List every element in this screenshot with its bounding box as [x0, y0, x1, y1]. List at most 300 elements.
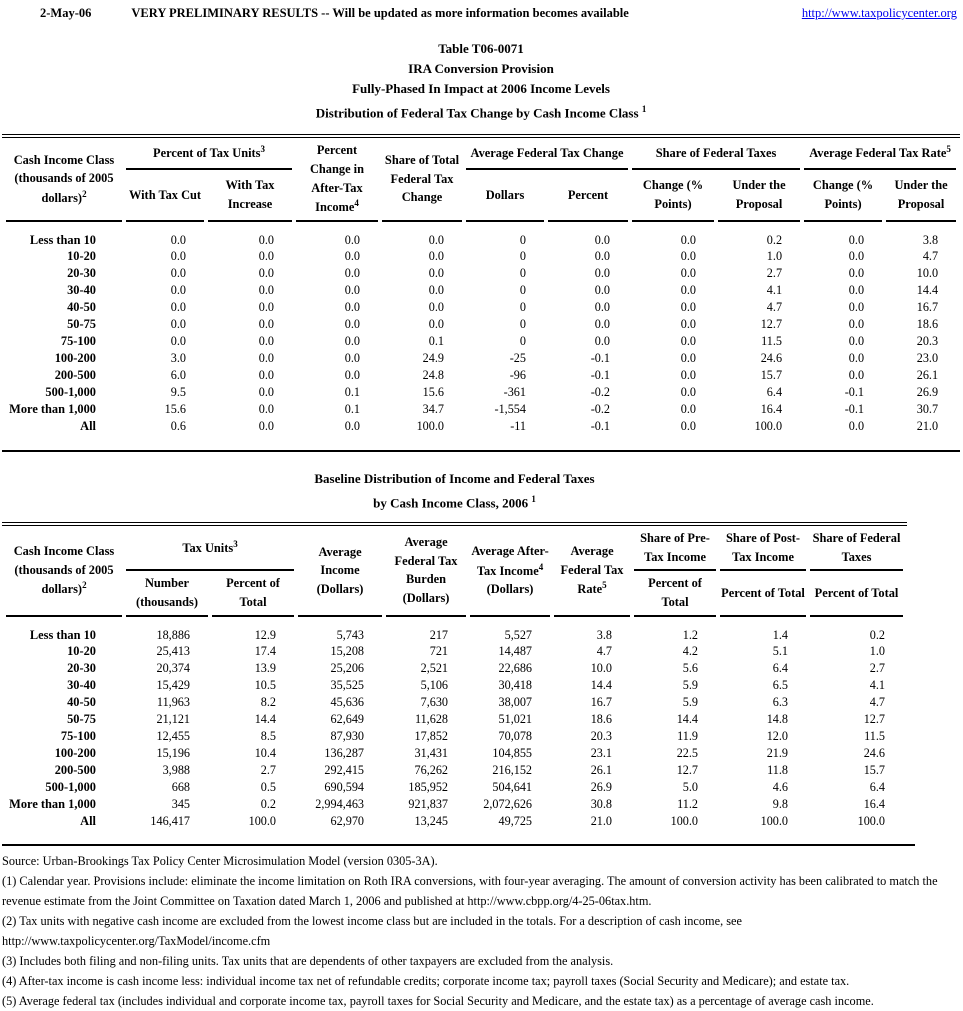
col-header-dollars: Dollars [466, 170, 544, 222]
data-cell: 5.9 [682, 677, 699, 692]
data-cell: 0.0 [344, 265, 360, 280]
row-label: 20-30 [67, 660, 96, 675]
data-cell: 26.9 [590, 779, 613, 794]
data-cell: 4.6 [772, 779, 789, 794]
data-cell: 0.0 [428, 299, 444, 314]
data-cell: 0.0 [258, 350, 274, 365]
table1-title [2, 39, 960, 123]
data-cell: 0.1 [344, 384, 360, 399]
table-row [6, 728, 903, 745]
data-cell: 136,287 [324, 745, 365, 760]
data-cell: 0.0 [170, 248, 186, 263]
row-label: 50-75 [67, 711, 96, 726]
baseline-table-body [6, 617, 903, 830]
data-cell: 0.2 [260, 796, 277, 811]
data-cell: 0.0 [344, 248, 360, 263]
table-row [6, 333, 956, 350]
data-cell: 0.0 [344, 299, 360, 314]
data-cell: 5.1 [772, 643, 789, 658]
col-header-percent-of-total: Percent of Total [634, 571, 716, 616]
table1-bottom-rule [2, 450, 960, 452]
data-cell: 6.4 [869, 779, 886, 794]
data-cell: 0.0 [848, 299, 865, 314]
row-label: All [80, 813, 96, 828]
data-cell: 0.0 [594, 333, 611, 348]
data-cell: 22.5 [676, 745, 699, 760]
data-cell: 0.0 [258, 232, 274, 247]
data-cell: 1.2 [682, 627, 699, 642]
data-cell: 0.0 [344, 316, 360, 331]
data-cell: 15,196 [156, 745, 190, 760]
data-cell: 0.0 [680, 384, 697, 399]
col-group-percent-tax-units: Percent of Tax Units$^3$ [126, 138, 292, 170]
row-label: 30-40 [67, 282, 96, 297]
data-cell: 16.4 [863, 796, 886, 811]
data-cell: 721 [429, 643, 449, 658]
row-label: More than 1,000 [9, 401, 96, 416]
col-header-income-class: Cash Income Class (thousands of 2005 dollars)$^2$ [6, 138, 122, 222]
data-cell: 0 [519, 316, 526, 331]
data-cell: 0.0 [848, 367, 865, 382]
data-cell: 0.0 [848, 316, 865, 331]
data-cell: 0 [519, 265, 526, 280]
data-cell: 14.4 [590, 677, 613, 692]
table-row [6, 643, 903, 660]
table-row [6, 248, 956, 265]
data-cell: 10.0 [916, 265, 939, 280]
col-group-share-post-tax-income: Share of Post-Tax Income [720, 526, 806, 571]
title-line: by Cash Income Class, 2006 $^1$ [373, 493, 536, 511]
data-cell: 18.6 [590, 711, 613, 726]
data-cell: 20.3 [590, 728, 613, 743]
data-cell: 7,630 [420, 694, 449, 709]
data-cell: 0.0 [428, 232, 444, 247]
taxpolicycenter-link[interactable]: http://www.taxpolicycenter.org [801, 6, 957, 20]
col-header-with-tax-cut: With Tax Cut [126, 170, 204, 222]
data-cell: 0.0 [680, 401, 697, 416]
data-cell: 4.1 [869, 677, 886, 692]
data-cell: 4.7 [596, 643, 613, 658]
row-label: 20-30 [67, 265, 96, 280]
table-row [6, 779, 903, 796]
data-cell: 0.0 [428, 248, 444, 263]
data-cell: 14.4 [676, 711, 699, 726]
data-cell: 2,521 [420, 660, 449, 675]
data-cell: 100.0 [754, 418, 783, 433]
data-cell: 4.7 [869, 694, 886, 709]
table-row [6, 316, 956, 333]
data-cell: 0.0 [170, 265, 186, 280]
data-cell: 0.0 [258, 282, 274, 297]
data-cell: 5.0 [682, 779, 699, 794]
row-label: 100-200 [54, 745, 96, 760]
table-row [6, 367, 956, 384]
data-cell: 0.0 [848, 248, 865, 263]
data-cell: 26.1 [590, 762, 613, 777]
data-cell: 0.0 [344, 418, 360, 433]
data-cell: 0.0 [680, 418, 697, 433]
title-line: Fully-Phased In Impact at 2006 Income Levels [352, 81, 610, 96]
data-cell: 18,886 [156, 627, 190, 642]
data-cell: 13.9 [254, 660, 277, 675]
data-cell: 216,152 [492, 762, 533, 777]
data-cell: 0.0 [680, 350, 697, 365]
data-cell: 6.4 [766, 384, 783, 399]
col-header-number-thousands: Number (thousands) [126, 571, 208, 616]
title-line: Distribution of Federal Tax Change by Cash Income Class $^1$ [315, 104, 647, 121]
data-cell: 0.0 [848, 282, 865, 297]
col-header-with-tax-increase: With Tax Increase [208, 170, 292, 222]
row-label: 75-100 [60, 728, 96, 743]
data-cell: 17,852 [414, 728, 449, 743]
data-cell: 24.6 [760, 350, 783, 365]
data-cell: 2.7 [766, 265, 783, 280]
data-cell: 0.0 [258, 333, 274, 348]
data-cell: 100.0 [760, 813, 789, 828]
table-row [6, 265, 956, 282]
data-cell: 62,649 [330, 711, 365, 726]
title-line: Baseline Distribution of Income and Federal Taxes [314, 470, 595, 486]
row-label: 10-20 [67, 643, 96, 658]
col-header-percent-of-total: Percent of Total [212, 571, 294, 616]
table-row [6, 282, 956, 299]
data-cell: 70,078 [498, 728, 533, 743]
data-cell: 0.0 [170, 299, 186, 314]
table-row [6, 796, 903, 813]
data-cell: 6.0 [170, 367, 186, 382]
table-row [6, 694, 903, 711]
data-cell: 0.0 [848, 232, 865, 247]
table-row [6, 401, 956, 418]
data-cell: 0.0 [344, 350, 360, 365]
data-cell: 15.6 [422, 384, 444, 399]
data-cell: 14.8 [766, 711, 789, 726]
data-cell: 11.2 [677, 796, 699, 811]
data-cell: 4.1 [766, 282, 783, 297]
data-cell: 5.9 [682, 694, 699, 709]
data-cell: -0.1 [590, 418, 611, 433]
data-cell: 146,417 [150, 813, 190, 828]
footnote-2: (2) Tax units with negative cash income are excluded from the lowest income class but are included in the totals. For a description of cash income, see http://www.taxpolicycenter.org/TaxModel/income.cfm [2, 913, 742, 948]
data-cell: 0 [519, 248, 526, 263]
data-cell: 0.0 [170, 316, 186, 331]
data-cell: 24.9 [422, 350, 444, 365]
col-header-change-points: Change (% Points) [804, 170, 882, 222]
data-cell: 0.2 [869, 627, 886, 642]
data-cell: 10.4 [254, 745, 277, 760]
data-cell: 12.7 [863, 711, 886, 726]
row-label: 40-50 [67, 694, 96, 709]
data-cell: 292,415 [324, 762, 365, 777]
data-cell: 0 [519, 299, 526, 314]
data-cell: 0.0 [594, 282, 611, 297]
col-header-income-class: Cash Income Class (thousands of 2005 dollars)$^2$ [6, 526, 122, 616]
data-cell: 0.1 [344, 401, 360, 416]
footnote-4: (4) After-tax income is cash income less: individual income tax net of refundable credits; corporate income tax; payroll taxes (Social Security and Medicare); and estate tax. [2, 973, 850, 988]
data-cell: 0.0 [848, 418, 865, 433]
data-cell: 20,374 [156, 660, 190, 675]
data-cell: 21,121 [156, 711, 190, 726]
col-header-average-income: Average Income (Dollars) [298, 526, 382, 616]
data-cell: 668 [171, 779, 190, 794]
col-header-percent: Percent [548, 170, 628, 222]
data-cell: 921,837 [408, 796, 449, 811]
data-cell: -0.1 [590, 367, 611, 382]
data-cell: 10.5 [254, 677, 277, 692]
data-cell: 3,988 [162, 762, 190, 777]
data-cell: 0.0 [258, 401, 274, 416]
footnote-3: (3) Includes both filing and non-filing units. Tax units that are dependents of other taxpayers are excluded from the analysis. [2, 953, 614, 968]
table-row [6, 745, 903, 762]
data-cell: 0.0 [170, 282, 186, 297]
data-cell: 15,429 [156, 677, 190, 692]
table-row [6, 813, 903, 830]
data-cell: 217 [429, 627, 449, 642]
col-header-average-federal-tax-burden: Average Federal Tax Burden (Dollars) [386, 526, 466, 616]
data-cell: 0.1 [428, 333, 444, 348]
data-cell: 25,413 [156, 643, 190, 658]
col-header-percent-of-total: Percent of Total [810, 571, 903, 616]
data-cell: -11 [510, 418, 526, 433]
data-cell: 14.4 [254, 711, 277, 726]
table-row [6, 660, 903, 677]
row-label: All [80, 418, 96, 433]
footnote-5: (5) Average federal tax (includes individual and corporate income tax, payroll taxes for Social Security and Medicare, and the estate tax) as a percentage of average cash income. [2, 993, 874, 1008]
col-header-average-after-tax-income: Average After-Tax Income$^4$ (Dollars) [470, 526, 550, 616]
data-cell: 15.6 [164, 401, 186, 416]
data-cell: 0.0 [428, 282, 444, 297]
data-cell: 11.8 [767, 762, 789, 777]
row-label: 200-500 [54, 762, 96, 777]
data-cell: 100.0 [248, 813, 277, 828]
table-row [6, 762, 903, 779]
table-row [6, 711, 903, 728]
data-cell: 12.7 [676, 762, 699, 777]
data-cell: 0.0 [258, 418, 274, 433]
data-cell: 3.0 [170, 350, 186, 365]
data-cell: 26.1 [916, 367, 939, 382]
data-cell: 4.7 [922, 248, 939, 263]
title-line: IRA Conversion Provision [408, 61, 554, 76]
data-cell: 0.0 [594, 232, 611, 247]
row-label: 500-1,000 [45, 779, 96, 794]
data-cell: -0.2 [590, 384, 611, 399]
data-cell: 9.5 [170, 384, 186, 399]
data-cell: 690,594 [324, 779, 365, 794]
row-label: 500-1,000 [45, 384, 96, 399]
data-cell: 51,021 [498, 711, 533, 726]
col-header-change-points: Change (% Points) [632, 170, 714, 222]
data-cell: -0.1 [844, 384, 865, 399]
data-cell: 345 [171, 796, 190, 811]
data-cell: 23.1 [590, 745, 613, 760]
data-cell: 0.0 [258, 384, 274, 399]
data-cell: 0.0 [680, 248, 697, 263]
data-cell: 0.0 [344, 367, 360, 382]
col-header-percent-of-total: Percent of Total [720, 571, 806, 616]
data-cell: 0 [519, 333, 526, 348]
table2-title [2, 468, 907, 513]
row-label: Less than 10 [29, 232, 96, 247]
data-cell: 0.0 [258, 248, 274, 263]
tax-change-table-body [6, 222, 956, 435]
source-note: Source: Urban-Brookings Tax Policy Center Microsimulation Model (version 0305-3A). [2, 853, 438, 868]
data-cell: 34.7 [422, 401, 444, 416]
data-cell: -0.1 [844, 401, 865, 416]
data-cell: 20.3 [916, 333, 939, 348]
data-cell: 0.0 [258, 316, 274, 331]
data-cell: 1.4 [772, 627, 789, 642]
table2-bottom-rule [2, 844, 915, 846]
data-cell: 0.0 [848, 333, 865, 348]
row-label: 75-100 [60, 333, 96, 348]
data-cell: 21.0 [916, 418, 939, 433]
data-cell: 0.0 [428, 316, 444, 331]
data-cell: 21.9 [766, 745, 789, 760]
data-cell: 14,487 [498, 643, 533, 658]
data-cell: 0.0 [594, 316, 611, 331]
row-label: 50-75 [67, 316, 96, 331]
data-cell: 35,525 [330, 677, 365, 692]
row-label: 40-50 [67, 299, 96, 314]
data-cell: 0.0 [680, 282, 697, 297]
data-cell: 4.7 [766, 299, 783, 314]
data-cell: 3.8 [922, 232, 939, 247]
data-cell: -0.1 [590, 350, 611, 365]
data-cell: 2,994,463 [315, 796, 365, 811]
data-cell: 504,641 [492, 779, 533, 794]
col-group-tax-units: Tax Units$^3$ [126, 526, 294, 571]
data-cell: 38,007 [498, 694, 533, 709]
data-cell: 2.7 [869, 660, 886, 675]
data-cell: 9.8 [772, 796, 789, 811]
title-line: Table T06-0071 [438, 41, 524, 56]
table-row [6, 418, 956, 435]
data-cell: 25,206 [330, 660, 365, 675]
data-cell: 11,628 [414, 711, 449, 726]
col-header-share-total-federal-tax-change: Share of Total Federal Tax Change [382, 138, 462, 222]
col-group-average-federal-tax-rate: Average Federal Tax Rate$^5$ [804, 138, 956, 170]
data-cell: 0 [519, 232, 526, 247]
col-header-under-proposal: Under the Proposal [886, 170, 956, 222]
data-cell: 104,855 [492, 745, 533, 760]
document-header [2, 4, 961, 24]
row-label: 100-200 [54, 350, 96, 365]
data-cell: 18.6 [916, 316, 939, 331]
data-cell: 17.4 [254, 643, 277, 658]
col-header-under-proposal: Under the Proposal [718, 170, 800, 222]
col-header-average-federal-tax-rate: Average Federal Tax Rate$^5$ [554, 526, 630, 616]
data-cell: 0.0 [680, 232, 697, 247]
data-cell: 0.0 [258, 265, 274, 280]
data-cell: 0.0 [258, 299, 274, 314]
data-cell: 26.9 [916, 384, 939, 399]
data-cell: 22,686 [498, 660, 533, 675]
data-cell: 0.0 [594, 248, 611, 263]
data-cell: 0.0 [258, 367, 274, 382]
data-cell: 11.5 [864, 728, 886, 743]
footnote-1: (1) Calendar year. Provisions include: eliminate the income limitation on Roth IRA conversions, with four-year averaging. The amount of conversion activity has been calibrated to match the revenue estimate from the Joint Committee on Taxation dated March 1, 2006 and published at http://www.cbpp.org/4-25-06tax.htm. [2, 873, 938, 908]
data-cell: 62,970 [330, 813, 365, 828]
data-cell: 23.0 [916, 350, 939, 365]
data-cell: 30.7 [916, 401, 939, 416]
data-cell: -96 [509, 367, 526, 382]
table-row [6, 299, 956, 316]
table-row [6, 384, 956, 401]
row-label: 30-40 [67, 677, 96, 692]
data-cell: 49,725 [498, 813, 533, 828]
data-cell: 1.0 [869, 643, 886, 658]
data-cell: 21.0 [590, 813, 613, 828]
col-group-share-of-federal-taxes: Share of Federal Taxes [632, 138, 800, 170]
data-cell: 0.0 [428, 265, 444, 280]
data-cell: 0.5 [260, 779, 277, 794]
data-cell: 10.0 [590, 660, 613, 675]
data-cell: 185,952 [408, 779, 449, 794]
data-cell: 0.0 [848, 265, 865, 280]
data-cell: 4.2 [682, 643, 699, 658]
data-cell: 6.4 [772, 660, 789, 675]
data-cell: 13,245 [414, 813, 449, 828]
data-cell: 1.0 [766, 248, 783, 263]
data-cell: 14.4 [916, 282, 939, 297]
row-label: Less than 10 [29, 627, 96, 642]
data-cell: 15.7 [760, 367, 783, 382]
table-row [6, 350, 956, 367]
data-cell: 11.9 [677, 728, 699, 743]
data-cell: 5.6 [682, 660, 699, 675]
data-cell: 0.0 [344, 282, 360, 297]
data-cell: 8.5 [260, 728, 277, 743]
data-cell: 87,930 [330, 728, 365, 743]
footnotes [2, 851, 963, 1011]
data-cell: 12.7 [760, 316, 783, 331]
data-cell: 16.4 [760, 401, 783, 416]
data-cell: 15.7 [863, 762, 886, 777]
col-group-share-pre-tax-income: Share of Pre-Tax Income [634, 526, 716, 571]
data-cell: -1,554 [494, 401, 526, 416]
data-cell: 0.0 [680, 299, 697, 314]
row-label: More than 1,000 [9, 796, 96, 811]
data-cell: 12,455 [156, 728, 190, 743]
data-cell: 12.0 [766, 728, 789, 743]
document-date: 2-May-06 [40, 6, 92, 20]
data-cell: 16.7 [590, 694, 613, 709]
tax-change-table [2, 134, 960, 435]
row-label: 200-500 [54, 367, 96, 382]
data-cell: -25 [509, 350, 526, 365]
data-cell: 0.0 [848, 350, 865, 365]
data-cell: 6.3 [772, 694, 789, 709]
data-cell: 24.6 [863, 745, 886, 760]
data-cell: 0.6 [170, 418, 186, 433]
data-cell: 5,106 [420, 677, 449, 692]
data-cell: 100.0 [670, 813, 699, 828]
data-cell: 6.5 [772, 677, 789, 692]
data-cell: 0 [519, 282, 526, 297]
data-cell: 8.2 [260, 694, 277, 709]
row-label: 10-20 [67, 248, 96, 263]
data-cell: 0.2 [766, 232, 783, 247]
data-cell: 0.0 [170, 232, 186, 247]
col-header-pct-change-after-tax-income: Percent Change in After-Tax Income$^4$ [296, 138, 378, 222]
data-cell: 5,743 [336, 627, 365, 642]
table-row [6, 677, 903, 694]
data-cell: 24.8 [422, 367, 444, 382]
data-cell: 30,418 [498, 677, 533, 692]
data-cell: 100.0 [416, 418, 444, 433]
data-cell: 100.0 [857, 813, 886, 828]
